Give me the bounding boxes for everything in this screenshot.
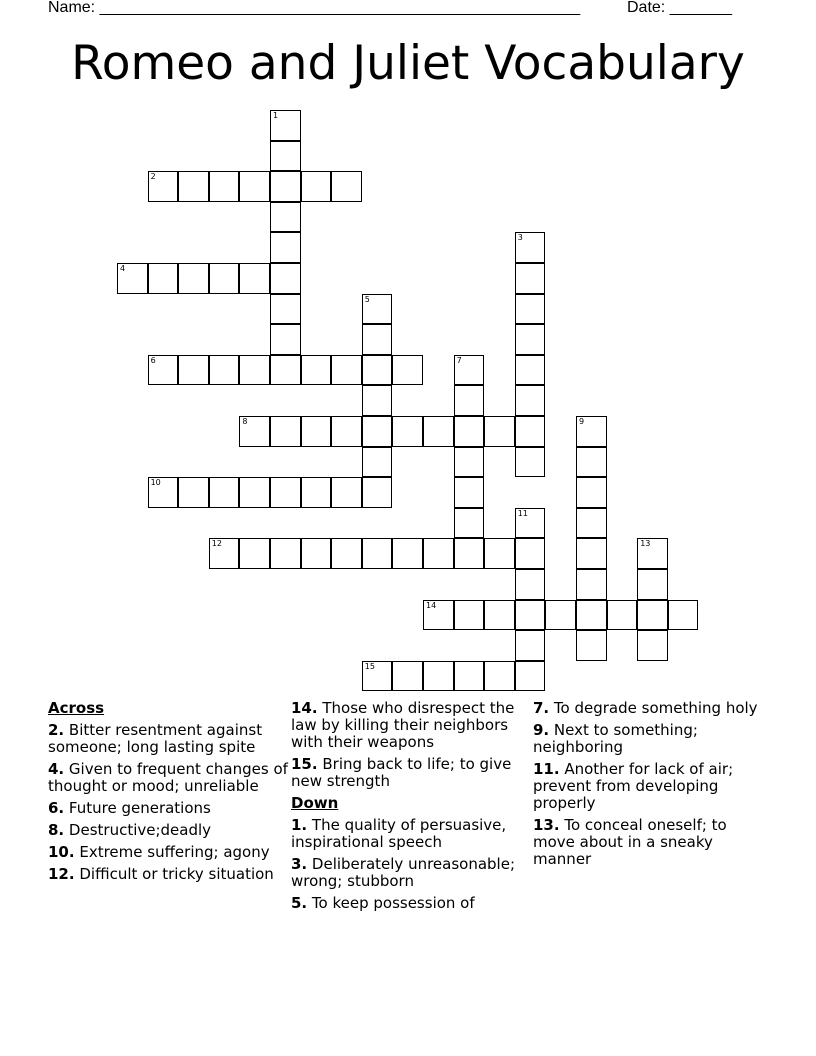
crossword-cell[interactable]	[515, 324, 546, 355]
crossword-cell[interactable]	[668, 600, 699, 631]
crossword-cell[interactable]	[178, 477, 209, 508]
crossword-cell[interactable]	[423, 538, 454, 569]
crossword-cell[interactable]	[239, 416, 270, 447]
clue-across-6: 6. Future generations	[48, 799, 211, 817]
clue-number-label: 13	[640, 539, 651, 549]
clue-across-2: 2. Bitter resentment against someone; long lasting spite	[48, 721, 263, 756]
clue-column-2	[291, 700, 531, 917]
clue-down-3: 3. Deliberately unreasonable; wrong; stubborn	[291, 855, 516, 890]
crossword-cell[interactable]	[454, 447, 485, 478]
crossword-cell[interactable]	[362, 538, 393, 569]
clue-number-label: 3	[517, 233, 523, 243]
crossword-cell[interactable]	[148, 171, 179, 202]
down-heading: Down	[291, 794, 339, 812]
crossword-cell[interactable]	[454, 538, 485, 569]
crossword-cell[interactable]	[270, 294, 301, 325]
clue-number-label: 7	[456, 355, 462, 365]
crossword-cell[interactable]	[362, 355, 393, 386]
clue-number-label: 10	[150, 478, 161, 488]
crossword-cell[interactable]	[270, 477, 301, 508]
crossword-cell[interactable]	[209, 477, 240, 508]
crossword-cell[interactable]	[270, 263, 301, 294]
clue-across-12: 12. Difficult or tricky situation	[48, 865, 274, 883]
crossword-cell[interactable]	[515, 630, 546, 661]
crossword-cell[interactable]	[117, 263, 148, 294]
clue-down-7: 7. To degrade something holy	[533, 699, 758, 717]
crossword-cell[interactable]	[301, 355, 332, 386]
crossword-cell[interactable]	[239, 538, 270, 569]
crossword-cell[interactable]	[545, 600, 576, 631]
crossword-cell[interactable]	[576, 477, 607, 508]
crossword-cell[interactable]	[301, 171, 332, 202]
page-title: Romeo and Juliet Vocabulary	[71, 36, 745, 91]
crossword-cell[interactable]	[515, 447, 546, 478]
crossword-cell[interactable]	[423, 600, 454, 631]
crossword-cell[interactable]	[576, 630, 607, 661]
clue-across-15: 15. Bring back to life; to give new strength	[291, 755, 512, 790]
crossword-cell[interactable]	[484, 538, 515, 569]
crossword-cell[interactable]	[607, 600, 638, 631]
clue-across-14: 14. Those who disrespect the law by killing their neighbors with their weapons	[291, 699, 515, 751]
clue-number-label: 5	[364, 294, 370, 304]
crossword-cell[interactable]	[148, 355, 179, 386]
crossword-cell[interactable]	[331, 538, 362, 569]
crossword-cell[interactable]	[515, 661, 546, 692]
crossword-cell[interactable]	[270, 355, 301, 386]
across-heading: Across	[48, 699, 105, 717]
crossword-cell[interactable]	[515, 385, 546, 416]
name-field-label: Name: ______________________________________________________	[48, 0, 581, 16]
crossword-cell[interactable]	[515, 508, 546, 539]
crossword-cell[interactable]	[576, 416, 607, 447]
crossword-cell[interactable]	[637, 569, 668, 600]
crossword-cell[interactable]	[423, 416, 454, 447]
clue-down-11: 11. Another for lack of air; prevent from developing properly	[533, 760, 734, 812]
crossword-cell[interactable]	[362, 294, 393, 325]
crossword-cell[interactable]	[148, 477, 179, 508]
clue-number-label: 11	[517, 508, 528, 518]
clue-down-1: 1. The quality of persuasive, inspirational speech	[291, 816, 507, 851]
crossword-cell[interactable]	[209, 538, 240, 569]
crossword-cell[interactable]	[301, 416, 332, 447]
crossword-cell[interactable]	[454, 385, 485, 416]
crossword-cell[interactable]	[515, 416, 546, 447]
crossword-cell[interactable]	[270, 324, 301, 355]
crossword-cell[interactable]	[270, 110, 301, 141]
crossword-cell[interactable]	[576, 447, 607, 478]
clue-across-4: 4. Given to frequent changes of thought or mood; unreliable	[48, 760, 288, 795]
crossword-cell[interactable]	[576, 569, 607, 600]
crossword-cell[interactable]	[515, 538, 546, 569]
crossword-cell[interactable]	[515, 355, 546, 386]
clue-number-label: 14	[426, 600, 437, 610]
crossword-cell[interactable]	[392, 355, 423, 386]
crossword-cell[interactable]	[270, 202, 301, 233]
crossword-cell[interactable]	[484, 600, 515, 631]
crossword-cell[interactable]	[362, 324, 393, 355]
crossword-cell[interactable]	[454, 416, 485, 447]
crossword-cell[interactable]	[270, 232, 301, 263]
crossword-cell[interactable]	[454, 600, 485, 631]
crossword-cell[interactable]	[454, 355, 485, 386]
crossword-cell[interactable]	[515, 294, 546, 325]
clue-across-10: 10. Extreme suffering; agony	[48, 843, 270, 861]
crossword-cell[interactable]	[484, 416, 515, 447]
crossword-cell[interactable]	[515, 263, 546, 294]
crossword-cell[interactable]	[239, 171, 270, 202]
crossword-cell[interactable]	[362, 385, 393, 416]
crossword-cell[interactable]	[392, 661, 423, 692]
clue-number-label: 1	[273, 111, 279, 120]
crossword-cell[interactable]	[454, 661, 485, 692]
crossword-cell[interactable]	[178, 263, 209, 294]
crossword-cell[interactable]	[392, 538, 423, 569]
crossword-cell[interactable]	[301, 477, 332, 508]
crossword-cell[interactable]	[239, 477, 270, 508]
crossword-cell[interactable]	[515, 569, 546, 600]
crossword-cell[interactable]	[331, 416, 362, 447]
crossword-cell[interactable]	[301, 538, 332, 569]
clue-number-label: 12	[211, 539, 222, 549]
crossword-cell[interactable]	[270, 538, 301, 569]
crossword-cell[interactable]	[331, 171, 362, 202]
crossword-cell[interactable]	[362, 661, 393, 692]
crossword-cell[interactable]	[637, 600, 668, 631]
crossword-cell[interactable]	[270, 141, 301, 172]
crossword-cell[interactable]	[637, 630, 668, 661]
clue-across-8: 8. Destructive;deadly	[48, 821, 212, 839]
crossword-cell[interactable]	[576, 538, 607, 569]
crossword-cell[interactable]	[423, 661, 454, 692]
crossword-cell[interactable]	[454, 508, 485, 539]
crossword-cell[interactable]	[331, 355, 362, 386]
clue-number-label: 4	[120, 264, 126, 273]
crossword-cell[interactable]	[515, 600, 546, 631]
crossword-cell[interactable]	[209, 171, 240, 202]
crossword-cell[interactable]	[148, 263, 179, 294]
clue-down-13: 13. To conceal oneself; to move about in a sneaky manner	[533, 816, 727, 868]
clue-down-5: 5. To keep possession of	[291, 894, 475, 912]
crossword-cell[interactable]	[209, 263, 240, 294]
clue-down-9: 9. Next to something; neighboring	[533, 721, 698, 756]
clue-column-3	[533, 700, 773, 873]
crossword-cell[interactable]	[178, 355, 209, 386]
crossword-cell[interactable]	[392, 416, 423, 447]
crossword-cell[interactable]	[178, 171, 209, 202]
crossword-cell[interactable]	[209, 355, 240, 386]
crossword-cell[interactable]	[270, 171, 301, 202]
crossword-cell[interactable]	[239, 355, 270, 386]
clue-number-label: 6	[150, 355, 156, 365]
clue-number-label: 9	[579, 417, 585, 426]
crossword-cell[interactable]	[484, 661, 515, 692]
crossword-cell[interactable]	[576, 508, 607, 539]
clue-number-label: 8	[242, 417, 248, 426]
clue-number-label: 2	[150, 172, 156, 182]
crossword-cell[interactable]	[362, 447, 393, 478]
clue-number-label: 15	[364, 661, 375, 671]
crossword-cell[interactable]	[576, 600, 607, 631]
crossword-cell[interactable]	[331, 477, 362, 508]
crossword-cell[interactable]	[362, 416, 393, 447]
crossword-cell[interactable]	[454, 477, 485, 508]
crossword-cell[interactable]	[362, 477, 393, 508]
date-field-label: Date: _______	[627, 0, 732, 16]
crossword-cell[interactable]	[637, 538, 668, 569]
clue-column-1	[48, 700, 288, 888]
crossword-cell[interactable]	[270, 416, 301, 447]
crossword-cell[interactable]	[239, 263, 270, 294]
crossword-cell[interactable]	[515, 232, 546, 263]
